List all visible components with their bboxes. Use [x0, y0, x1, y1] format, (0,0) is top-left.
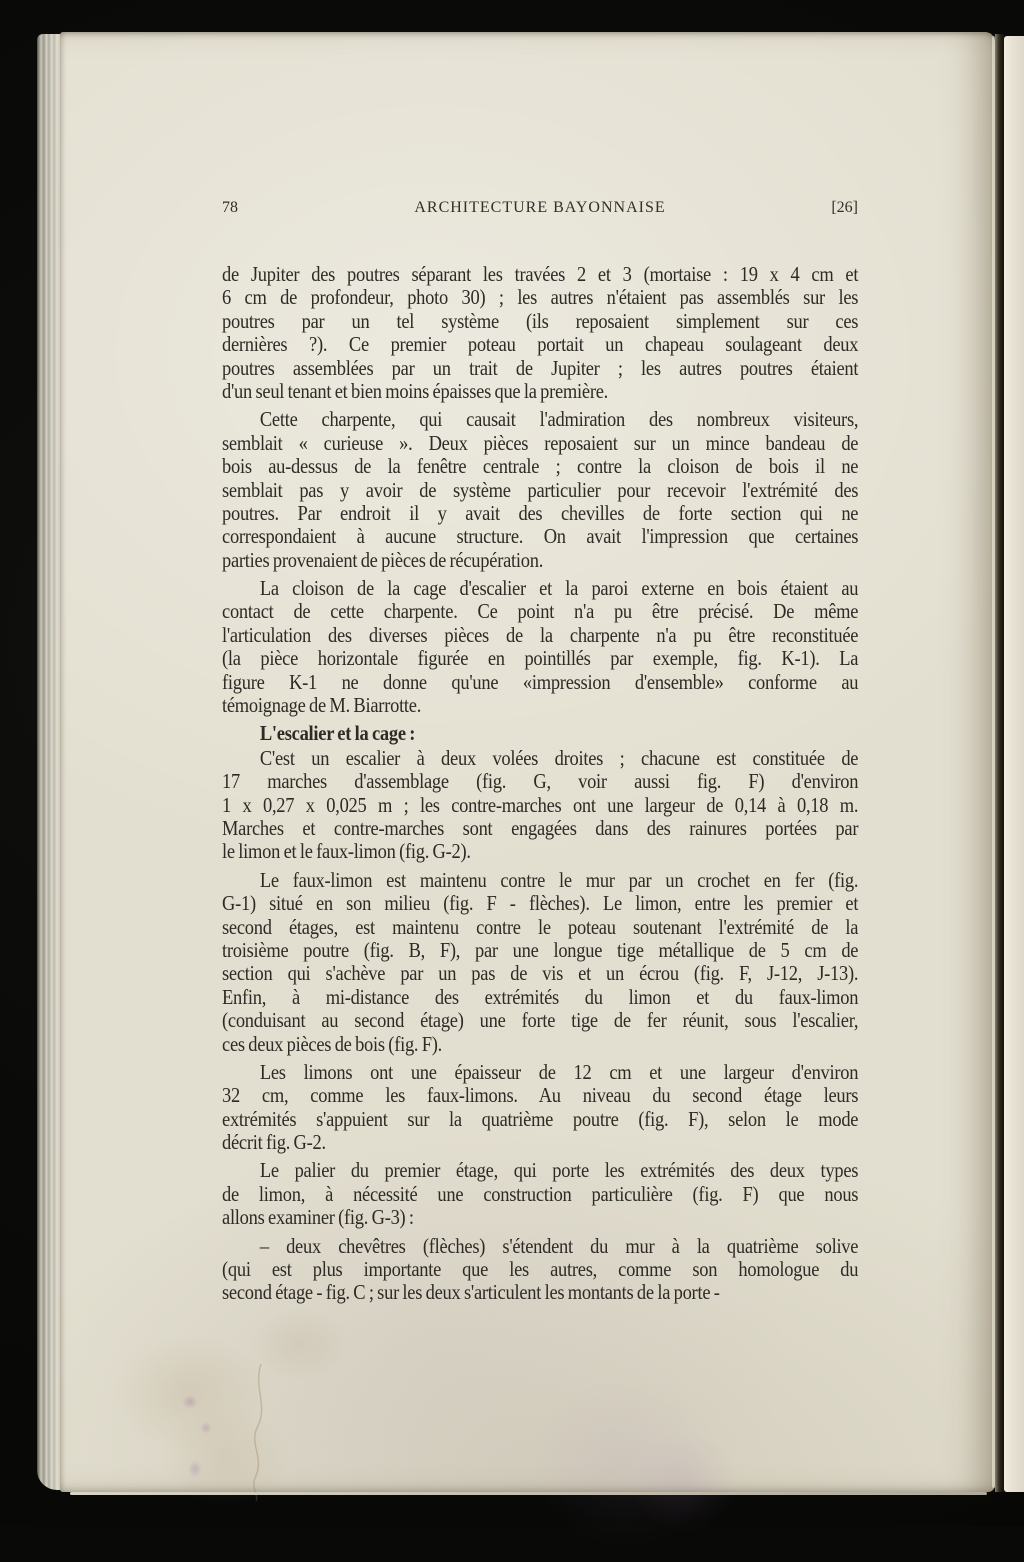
- text-line: troisième poutre (fig. B, F), par une longue tige métallique de 5 cm de: [222, 937, 859, 962]
- text-line: L'escalier et la cage :: [259, 721, 416, 746]
- text-line: (qui est plus importante que les autres, comme son homologue du: [222, 1257, 859, 1282]
- text-line: d'un seul tenant et bien moins épaisses que la première.: [222, 378, 609, 403]
- text-line: G-1) situé en son milieu (fig. F - flèches). Le limon, entre les premier et: [222, 891, 859, 916]
- paragraph: [222, 408, 858, 572]
- paragraph: [222, 869, 858, 1056]
- stain-squiggle-line: [245, 1362, 275, 1502]
- text-line: ces deux pièces de bois (fig. F).: [222, 1031, 443, 1056]
- text-line: Les limons ont une épaisseur de 12 cm et une largeur d'environ: [259, 1059, 859, 1084]
- text-line: de Jupiter des poutres séparant les travées 2 et 3 (mortaise : 19 x 4 cm et: [222, 262, 859, 286]
- section-heading: [222, 722, 858, 745]
- text-line: 1 x 0,27 x 0,025 m ; les contre-marches ont une largeur de 0,14 à 0,18 m.: [222, 792, 859, 817]
- ink-stain: [620, 1422, 750, 1542]
- text-line: 32 cm, comme les faux-limons. Au niveau du second étage leurs: [222, 1083, 859, 1108]
- paragraph: [222, 1061, 858, 1155]
- text-line: Cette charpente, qui causait l'admiration des nombreux visiteurs,: [259, 407, 859, 432]
- paragraph: [222, 1235, 858, 1305]
- text-line: section qui s'achève par un pas de vis et un écrou (fig. F, J-12, J-13).: [222, 961, 859, 986]
- ink-stain: [200, 1422, 212, 1434]
- text-line: poutres par un tel système (ils reposaient simplement sur ces: [222, 308, 859, 333]
- text-line: semblait pas y avoir de système particulier pour recevoir l'extrémité des: [222, 477, 859, 502]
- text-block: [222, 263, 858, 1310]
- text-line: Le palier du premier étage, qui porte les extrémités des deux types: [259, 1158, 859, 1183]
- running-title: ARCHITECTURE BAYONNAISE: [414, 199, 666, 216]
- text-line: Marches et contre-marches sont engagées dans des rainures portées par: [222, 815, 859, 840]
- facing-page-sliver: [1004, 36, 1024, 1492]
- text-line: (conduisant au second étage) une forte tige de fer réunit, sous l'escalier,: [222, 1008, 859, 1033]
- column-reference: [26]: [831, 199, 858, 216]
- text-line: semblait « curieuse ». Deux pièces reposaient sur un mince bandeau de: [222, 430, 859, 455]
- text-line: 6 cm de profondeur, photo 30) ; les autres n'étaient pas assemblés sur les: [222, 285, 859, 310]
- text-line: (la pièce horizontale figurée en pointillés par exemple, fig. K-1). La: [222, 646, 859, 671]
- page-number: 78: [222, 199, 238, 216]
- paragraph: [222, 747, 858, 864]
- text-line: l'articulation des diverses pièces de la charpente n'a pu être reconstituée: [222, 622, 859, 647]
- paragraph: [222, 263, 858, 403]
- text-line: Le faux-limon est maintenu contre le mur par un crochet en fer (fig.: [259, 867, 859, 892]
- text-line: allons examiner (fig. G-3) :: [222, 1205, 414, 1230]
- ink-stain: [515, 1362, 735, 1562]
- text-line: C'est un escalier à deux volées droites ; chacune est constituée de: [259, 745, 859, 770]
- text-line: bois au-dessus de la fenêtre centrale ; contre la cloison de bois il ne: [222, 454, 859, 479]
- text-line: extrémités s'appuient sur la quatrième poutre (fig. F), selon le mode: [222, 1106, 859, 1131]
- text-line: 17 marches d'assemblage (fig. G, voir aussi fig. F) d'environ: [222, 769, 859, 794]
- ink-stain: [182, 1395, 198, 1409]
- text-line: contact de cette charpente. Ce point n'a pu être précisé. De même: [222, 599, 859, 624]
- text-line: dernières ?). Ce premier poteau portait un chapeau soulageant deux: [222, 332, 859, 357]
- text-line: second étages, est maintenu contre le poteau soutenant l'extrémité de la: [222, 914, 859, 939]
- text-line: témoignage de M. Biarrotte.: [222, 693, 422, 718]
- text-line: La cloison de la cage d'escalier et la paroi externe en bois étaient au: [259, 576, 859, 601]
- book-page: [60, 32, 995, 1492]
- ink-stain: [188, 1460, 202, 1478]
- page-header: [222, 197, 858, 219]
- text-line: le limon et le faux-limon (fig. G-2).: [222, 839, 471, 864]
- text-line: parties provenaient de pièces de récupération.: [222, 547, 544, 572]
- paragraph: [222, 1159, 858, 1229]
- text-line: correspondaient à aucune structure. On avait l'impression que certaines: [222, 524, 859, 549]
- text-line: décrit fig. G-2.: [222, 1130, 326, 1155]
- gutter-shadow: [995, 34, 1004, 1492]
- text-line: figure K-1 ne donne qu'une «impression d'ensemble» conforme au: [222, 669, 859, 694]
- text-line: de limon, à nécessité une construction particulière (fig. F) que nous: [222, 1181, 859, 1206]
- text-line: Enfin, à mi-distance des extrémités du limon et du faux-limon: [222, 984, 859, 1009]
- text-line: poutres. Par endroit il y avait des chevilles de forte section qui ne: [222, 500, 859, 525]
- text-line: – deux chevêtres (flèches) s'étendent du mur à la quatrième solive: [259, 1233, 859, 1258]
- paragraph: [222, 577, 858, 717]
- text-line: second étage - fig. C ; sur les deux s'articulent les montants de la porte -: [222, 1280, 720, 1305]
- text-line: poutres assemblées par un trait de Jupiter ; les autres poutres étaient: [222, 355, 859, 380]
